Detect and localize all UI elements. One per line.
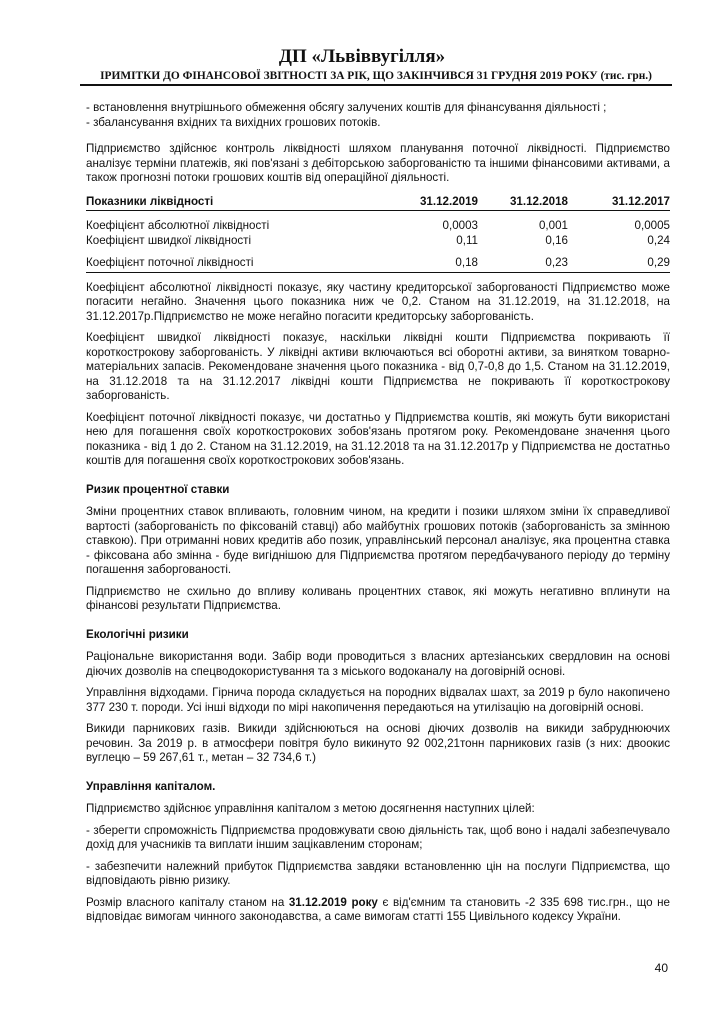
capital-paragraph-goals: Підприємство здійснює управління капіталом з метою досягнення наступних цілей: xyxy=(86,802,535,815)
row-label: Коефіцієнт абсолютної ліквідності xyxy=(86,219,270,232)
capital-paragraph-equity xyxy=(86,896,670,925)
cell-2019: 0,0003 xyxy=(442,219,478,232)
cell-2017: 0,0005 xyxy=(634,219,670,232)
cell-2019: 0,11 xyxy=(456,233,478,247)
interest-paragraph-2: Підприємство не схильно до впливу коливань процентних ставок, які можуть негативно вплинути на фінансові результати Підприємства. xyxy=(86,584,670,612)
table-row xyxy=(86,211,670,234)
interest-paragraph-1: Зміни процентних ставок впливають, головним чином, на кредити і позики шляхом зміни їх справедливої вартості (заборгованість по фіксованій ставці) або майбутніх грошових потоків (заборгованість за змінною ставкою). При отриманні нових кредитів або позик, управлінський персонал аналізує, яка процентна ставка - фіксована або змінна - буде вигіднішою для Підприємства протягом передбачуваного періоду до терміну погашення заборгованості. xyxy=(86,505,670,576)
row-label: Коефіцієнт швидкої ліквідності xyxy=(86,233,252,247)
ecology-heading: Екологічні ризики xyxy=(86,627,189,641)
ecology-paragraph-waste: Управління відходами. Гірнича порода складується на породних відвалах шахт, за 2019 р було накопичено 377 230 т. породи. Усі інші відходи по мірі накопичення передаються на утилізацію на договірній основі. xyxy=(86,686,670,714)
interest-rate-heading: Ризик процентної ставки xyxy=(86,482,230,496)
cell-2017: 0,29 xyxy=(568,248,670,272)
header-2018: 31.12.2018 xyxy=(478,193,568,211)
header-2017: 31.12.2017 xyxy=(568,193,670,211)
cell-2019: 0,18 xyxy=(376,248,478,272)
ecology-paragraph-water: Раціональне використання води. Забір води проводиться з власних артезіанських свердловин на основі діючих дозволів на спецводокористування та з міського водоканалу на договірній основі. xyxy=(86,650,670,678)
cell-2017: 0,24 xyxy=(647,233,670,247)
capital-paragraph-goal-2: - забезпечити належний прибуток Підприємства завдяки встановленню цін на послуги Підприємства, що відповідають рівню ризику. xyxy=(86,859,670,887)
current-liquidity-paragraph: Коефіцієнт поточної ліквідності показує, чи достатньо у Підприємства коштів, які можуть бути використані нею для погашення своїх короткострокових зобов'язань протягом року. Рекомендоване значення цього показника - від 1 до 2. Станом на 31.12.2019, на 31.12.2018 та на 31.12.2017р у Підприємства не достатньо коштів для погашення своїх короткострокових зобов'язань. xyxy=(86,410,670,467)
page-content xyxy=(86,101,670,932)
capital-paragraph-goal-1: - зберегти спроможність Підприємства продовжувати свою діяльність так, щоб воно і надалі забезпечувало дохід для учасників та виплати іншим зацікавленим сторонам; xyxy=(86,823,670,851)
equity-date-bold: 31.12.2019 року xyxy=(288,895,378,909)
report-subtitle: ІРИМІТКИ ДО ФІНАНСОВОЇ ЗВІТНОСТІ ЗА РІК, ЩО ЗАКІНЧИВСЯ 31 ГРУДНЯ 2019 РОКУ (тис. грн.) xyxy=(80,70,672,86)
header-2019: 31.12.2019 xyxy=(376,193,478,211)
quick-liquidity-paragraph: Коефіцієнт швидкої ліквідності показує, наскільки ліквідні кошти Підприємства покривають її короткострокову заборгованість. У ліквідні активи включаються всі оборотні активи, за винятком товарно-матеріальних запасів. Рекомендоване значення цього показника - від 0,7-0,8 до 1,5. Станом на 31.12.2019, на 31.12.2018 та на 31.12.2017 ліквідні кошти Підприємства не покривають її короткострокову заборгованість. xyxy=(86,331,670,402)
table-row xyxy=(86,234,670,249)
intro-paragraph: Підприємство здійснює контроль ліквідності шляхом планування поточної ліквідності. Підприємство аналізує терміни платежів, які пов'язані з дебіторською заборгованістю та іншими фінансовими активами, а також прогнозні потоки грошових коштів від операційної діяльності. xyxy=(86,142,670,184)
ecology-paragraph-emissions: Викиди парникових газів. Викиди здійснюються на основі діючих дозволів на викиди забруднюючих речовин. За 2019 р. в атмосфери повітря було викинуто 92 002,21тонн парникових газів (з них: двоокис вуглецю – 59 267,61 т., метан – 32 734,6 т.) xyxy=(86,722,670,764)
equity-text-post: є від'ємним та становить -2 335 698 тис.грн., що не відповідає вимогам чинного законодавства, а саме вимогам статті 155 Цивільного кодексу України. xyxy=(86,895,670,923)
intro-bullet-2: - збалансування вхідних та вихідних грошових потоків. xyxy=(86,115,381,129)
page-number: 40 xyxy=(654,961,668,975)
header-indicator: Показники ліквідності xyxy=(86,193,376,211)
table-row xyxy=(86,248,670,272)
cell-2018: 0,16 xyxy=(545,233,568,247)
capital-heading: Управління капіталом. xyxy=(86,779,216,793)
equity-text-pre: Розмір власного капіталу станом на xyxy=(86,895,289,909)
cell-2018: 0,001 xyxy=(538,219,568,232)
company-title: ДП «Львіввугілля» xyxy=(278,46,446,67)
row-label: Коефіцієнт поточної ліквідності xyxy=(86,248,376,272)
absolute-liquidity-paragraph: Коефіцієнт абсолютної ліквідності показує, яку частину кредиторської заборгованості Підприємство може погасити негайно. Значення цього показника ниж че 0,2. Станом на 31.12.2019, на 31.12.2018, на 31.12.2017р.Підприємство не може негайно погасити кредиторську заборгованість. xyxy=(86,280,670,323)
liquidity-table xyxy=(86,193,670,273)
intro-bullet-1: - встановлення внутрішнього обмеження обсягу залучених коштів для фінансування діяльності ; xyxy=(86,101,607,114)
cell-2018: 0,23 xyxy=(478,248,568,272)
liquidity-table-header xyxy=(86,193,670,211)
